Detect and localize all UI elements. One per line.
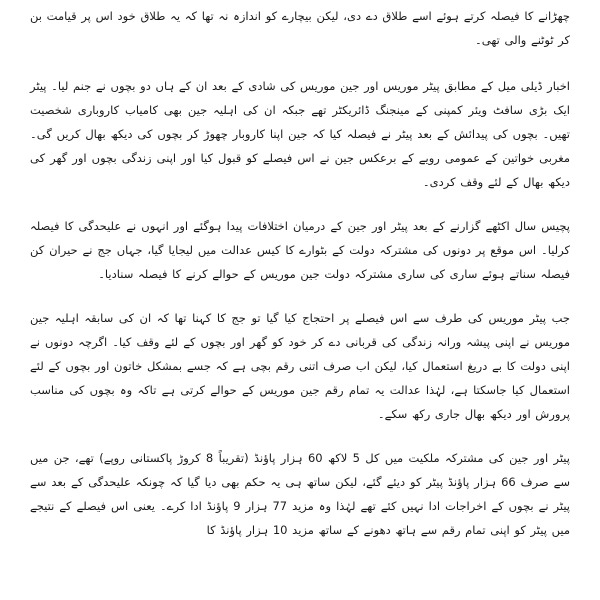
article-paragraph: جب پیٹر موریس کی طرف سے اس فیصلے پر احتجاج کیا گیا تو جج کا کہنا تھا کہ ان کی سابقہ اہلیہ جین موریس نے اپنی پیشہ ورانہ زندگی کی قربانی دے کر خود کو گھر اور بچوں کے لئے وقف کیا۔ اگرچہ دونوں نے اپنی دولت کا بے دریغ استعمال کیا، لیکن اب صرف اتنی رقم بچی ہے کہ جسے بمشکل خاتون اور بچوں کے لئے استعمال کیا جاسکتا ہے، لہٰذا عدالت یہ تمام رقم جین موریس کے حوالے کرتی ہے تاکہ وہ بچوں کی مناسب پرورش اور دیکھ بھال جاری رکھ سکے۔: [30, 311, 570, 421]
article-paragraph: چھڑانے کا فیصلہ کرتے ہوئے اسے طلاق دے دی، لیکن بیچارے کو اندازہ نہ تھا کہ یہ طلاق خود اس پر قیامت بن کر ٹوٹنے والی تھی۔: [30, 9, 570, 47]
article-paragraph: پچیس سال اکٹھے گزارنے کے بعد پیٹر اور جین کے درمیان اختلافات پیدا ہوگئے اور انہوں نے علیحدگی کا فیصلہ کرلیا۔ اس موقع پر دونوں کی مشترکہ دولت کے بٹوارے کا کیس عدالت میں لیجایا گیا، جہاں جج نے حیران کن فیصلہ سناتے ہوئے ساری کی ساری مشترکہ دولت جین موریس کے حوالے کرنے کا فیصلہ سنادیا۔: [30, 219, 570, 281]
article-paragraph: اخبار ڈیلی میل کے مطابق پیٹر موریس اور جین موریس کی شادی کے بعد ان کے ہاں دو بچوں نے جنم لیا۔ پیٹر ایک بڑی سافٹ ویئر کمپنی کے مینجنگ ڈائریکٹر تھے جبکہ ان کی اہلیہ جین بھی کامیاب کاروباری شخصیت تھیں۔ بچوں کی پیدائش کے بعد پیٹر نے فیصلہ کیا کہ جین اپنا کاروبار چھوڑ کر بچوں کی دیکھ بھال کریں گی۔ مغربی خواتین کے عمومی رویے کے برعکس جین نے اس فیصلے کو قبول کیا اور اپنی زندگی بچوں اور گھر کی دیکھ بھال کے لئے وقف کردی۔: [30, 79, 570, 189]
article-paragraph: پیٹر اور جین کی مشترکہ ملکیت میں کل 5 لاکھ 60 ہزار پاؤنڈ (تقریباً 8 کروڑ پاکستانی روپے) تھے، جن میں سے صرف 66 ہزار پاؤنڈ پیٹر کو دیئے گئے، لیکن ساتھ ہی یہ حکم بھی دیا گیا کہ چونکہ علیحدگی کے بعد سے پیٹر نے بچوں کے اخراجات ادا نہیں کئے تھے لہٰذا وہ مزید 77 ہزار 9 پاؤنڈ ادا کرے۔ یعنی اس فیصلے کے نتیجے میں پیٹر کو اپنی تمام رقم سے ہاتھ دھونے کے ساتھ مزید 10 ہزار پاؤنڈ کا: [30, 451, 571, 537]
